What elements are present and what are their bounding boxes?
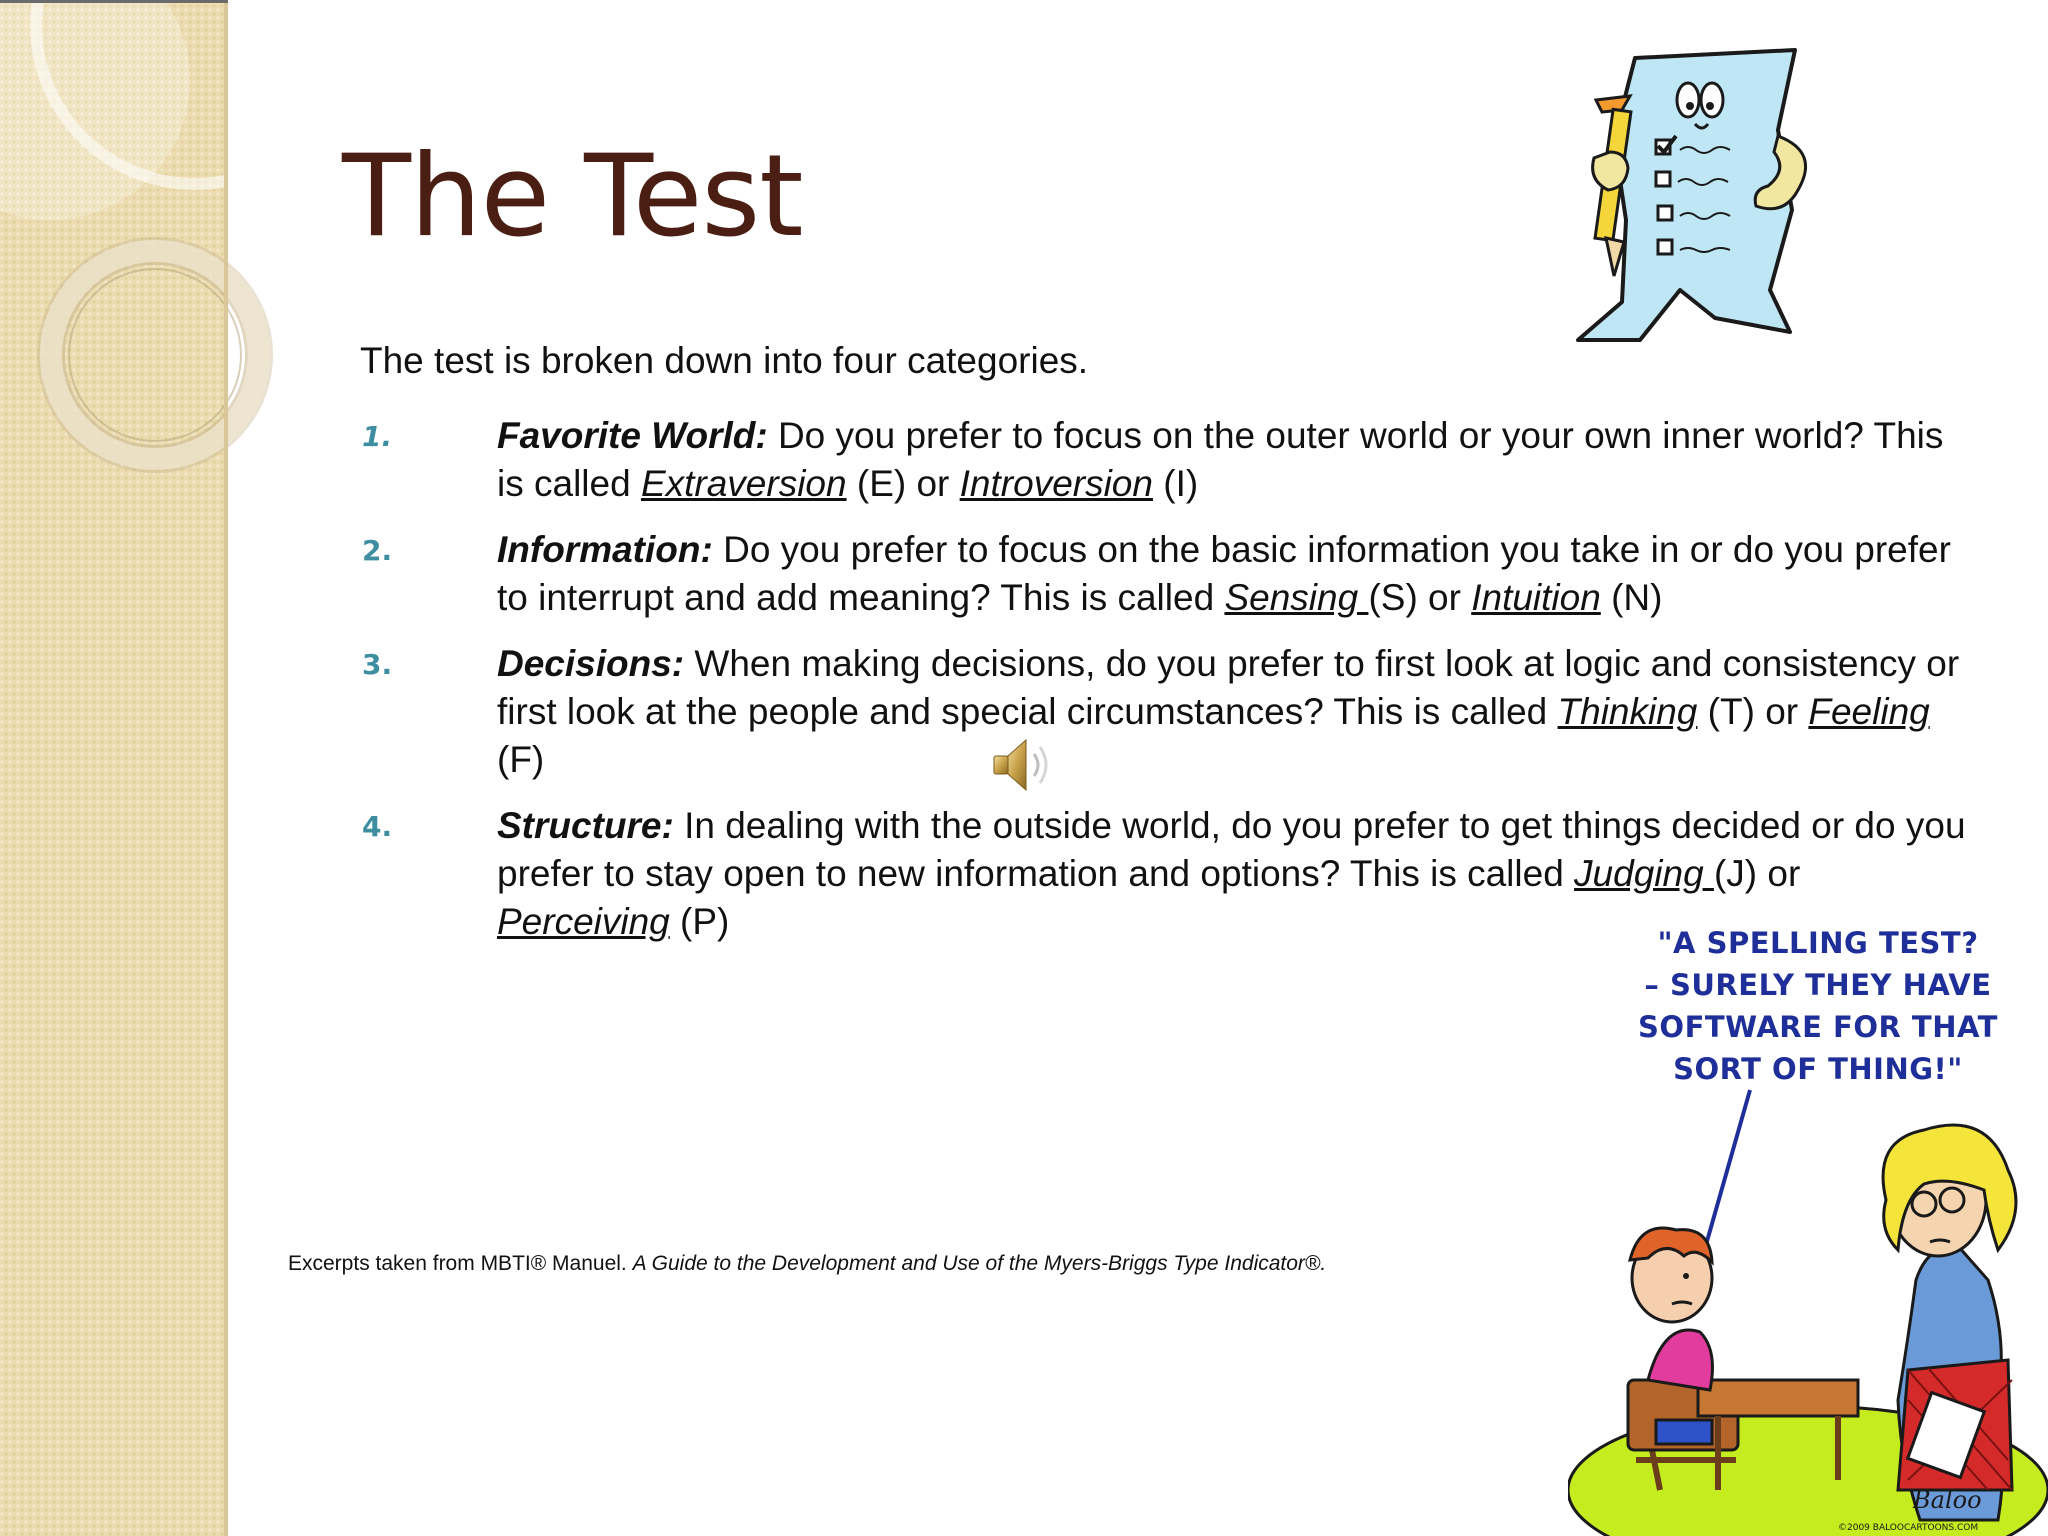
item-text: When making decisions, do you prefer to first look at logic and consistency or first look at the people and special circumstances? This is called <box>497 643 1960 732</box>
list-number: 3. <box>362 648 393 681</box>
footnote-book-title: A Guide to the Development and Use of the Myers-Briggs Type Indicator®. <box>632 1252 1327 1275</box>
footnote <box>288 1252 1326 1276</box>
preference-term: Intuition <box>1471 577 1601 618</box>
item-text: (N) <box>1600 577 1663 618</box>
item-text: (E) or <box>846 463 960 504</box>
preference-term: Perceiving <box>497 901 670 942</box>
caption-line: "A SPELLING TEST? <box>1657 926 1979 960</box>
item-text: (J) or <box>1713 853 1801 894</box>
caption-line: SORT OF THING!" <box>1673 1052 1963 1086</box>
strip-top-line <box>0 0 228 3</box>
caption-line: – SURELY THEY HAVE <box>1644 968 1992 1002</box>
speaker-icon[interactable] <box>988 734 1060 796</box>
cartoon-credit: ©2009 BALOOCARTOONS.COM <box>1838 1523 1979 1533</box>
cartoon-caption <box>1598 922 2038 1090</box>
item-text: In dealing with the outside world, do you prefer to get things decided or do you prefer to stay open to new information and options? This is called <box>497 805 1966 894</box>
category-term: Favorite World: <box>497 415 768 456</box>
preference-term: Extraversion <box>640 463 847 504</box>
item-text: Do you prefer to focus on the outer world or your own inner world? This is called <box>497 415 1944 504</box>
list-item <box>360 640 1980 784</box>
cartoon-illustration <box>1568 1080 2048 1536</box>
category-term: Decisions: <box>497 643 685 684</box>
category-list <box>360 412 1980 946</box>
slide-title: The Test <box>342 130 803 262</box>
item-text: (I) <box>1152 463 1199 504</box>
decorative-side-strip <box>0 0 228 1536</box>
item-text: (T) or <box>1697 691 1809 732</box>
list-number: 2. <box>362 534 393 567</box>
list-number: 4. <box>362 810 393 843</box>
list-item <box>360 412 1980 508</box>
item-text: (P) <box>669 901 730 942</box>
slide-body <box>360 336 1980 964</box>
preference-term: Thinking <box>1557 691 1698 732</box>
category-term: Information: <box>497 529 713 570</box>
footnote-text: Excerpts taken from MBTI® Manuel. <box>288 1252 633 1275</box>
preference-term: Feeling <box>1808 691 1930 732</box>
item-text: (F) <box>497 739 545 780</box>
preference-term: Judging <box>1574 853 1714 894</box>
intro-text: The test is broken down into four categories. <box>360 340 1089 381</box>
preference-term: Sensing <box>1224 577 1369 618</box>
item-text: Do you prefer to focus on the basic information you take in or do you prefer to interrupt and add meaning? This is called <box>497 529 1951 618</box>
category-term: Structure: <box>497 805 674 846</box>
decorative-ring <box>68 268 242 442</box>
preference-term: Introversion <box>959 463 1153 504</box>
list-item <box>360 526 1980 622</box>
strip-edge <box>224 0 228 1536</box>
spelling-test-cartoon <box>1568 900 2048 1536</box>
test-paper-illustration <box>1530 40 1830 350</box>
item-text: (S) or <box>1368 577 1472 618</box>
caption-line: SOFTWARE FOR THAT <box>1638 1010 1998 1044</box>
list-number: 1. <box>362 420 393 453</box>
cartoon-signature: Baloo <box>1913 1486 1982 1514</box>
